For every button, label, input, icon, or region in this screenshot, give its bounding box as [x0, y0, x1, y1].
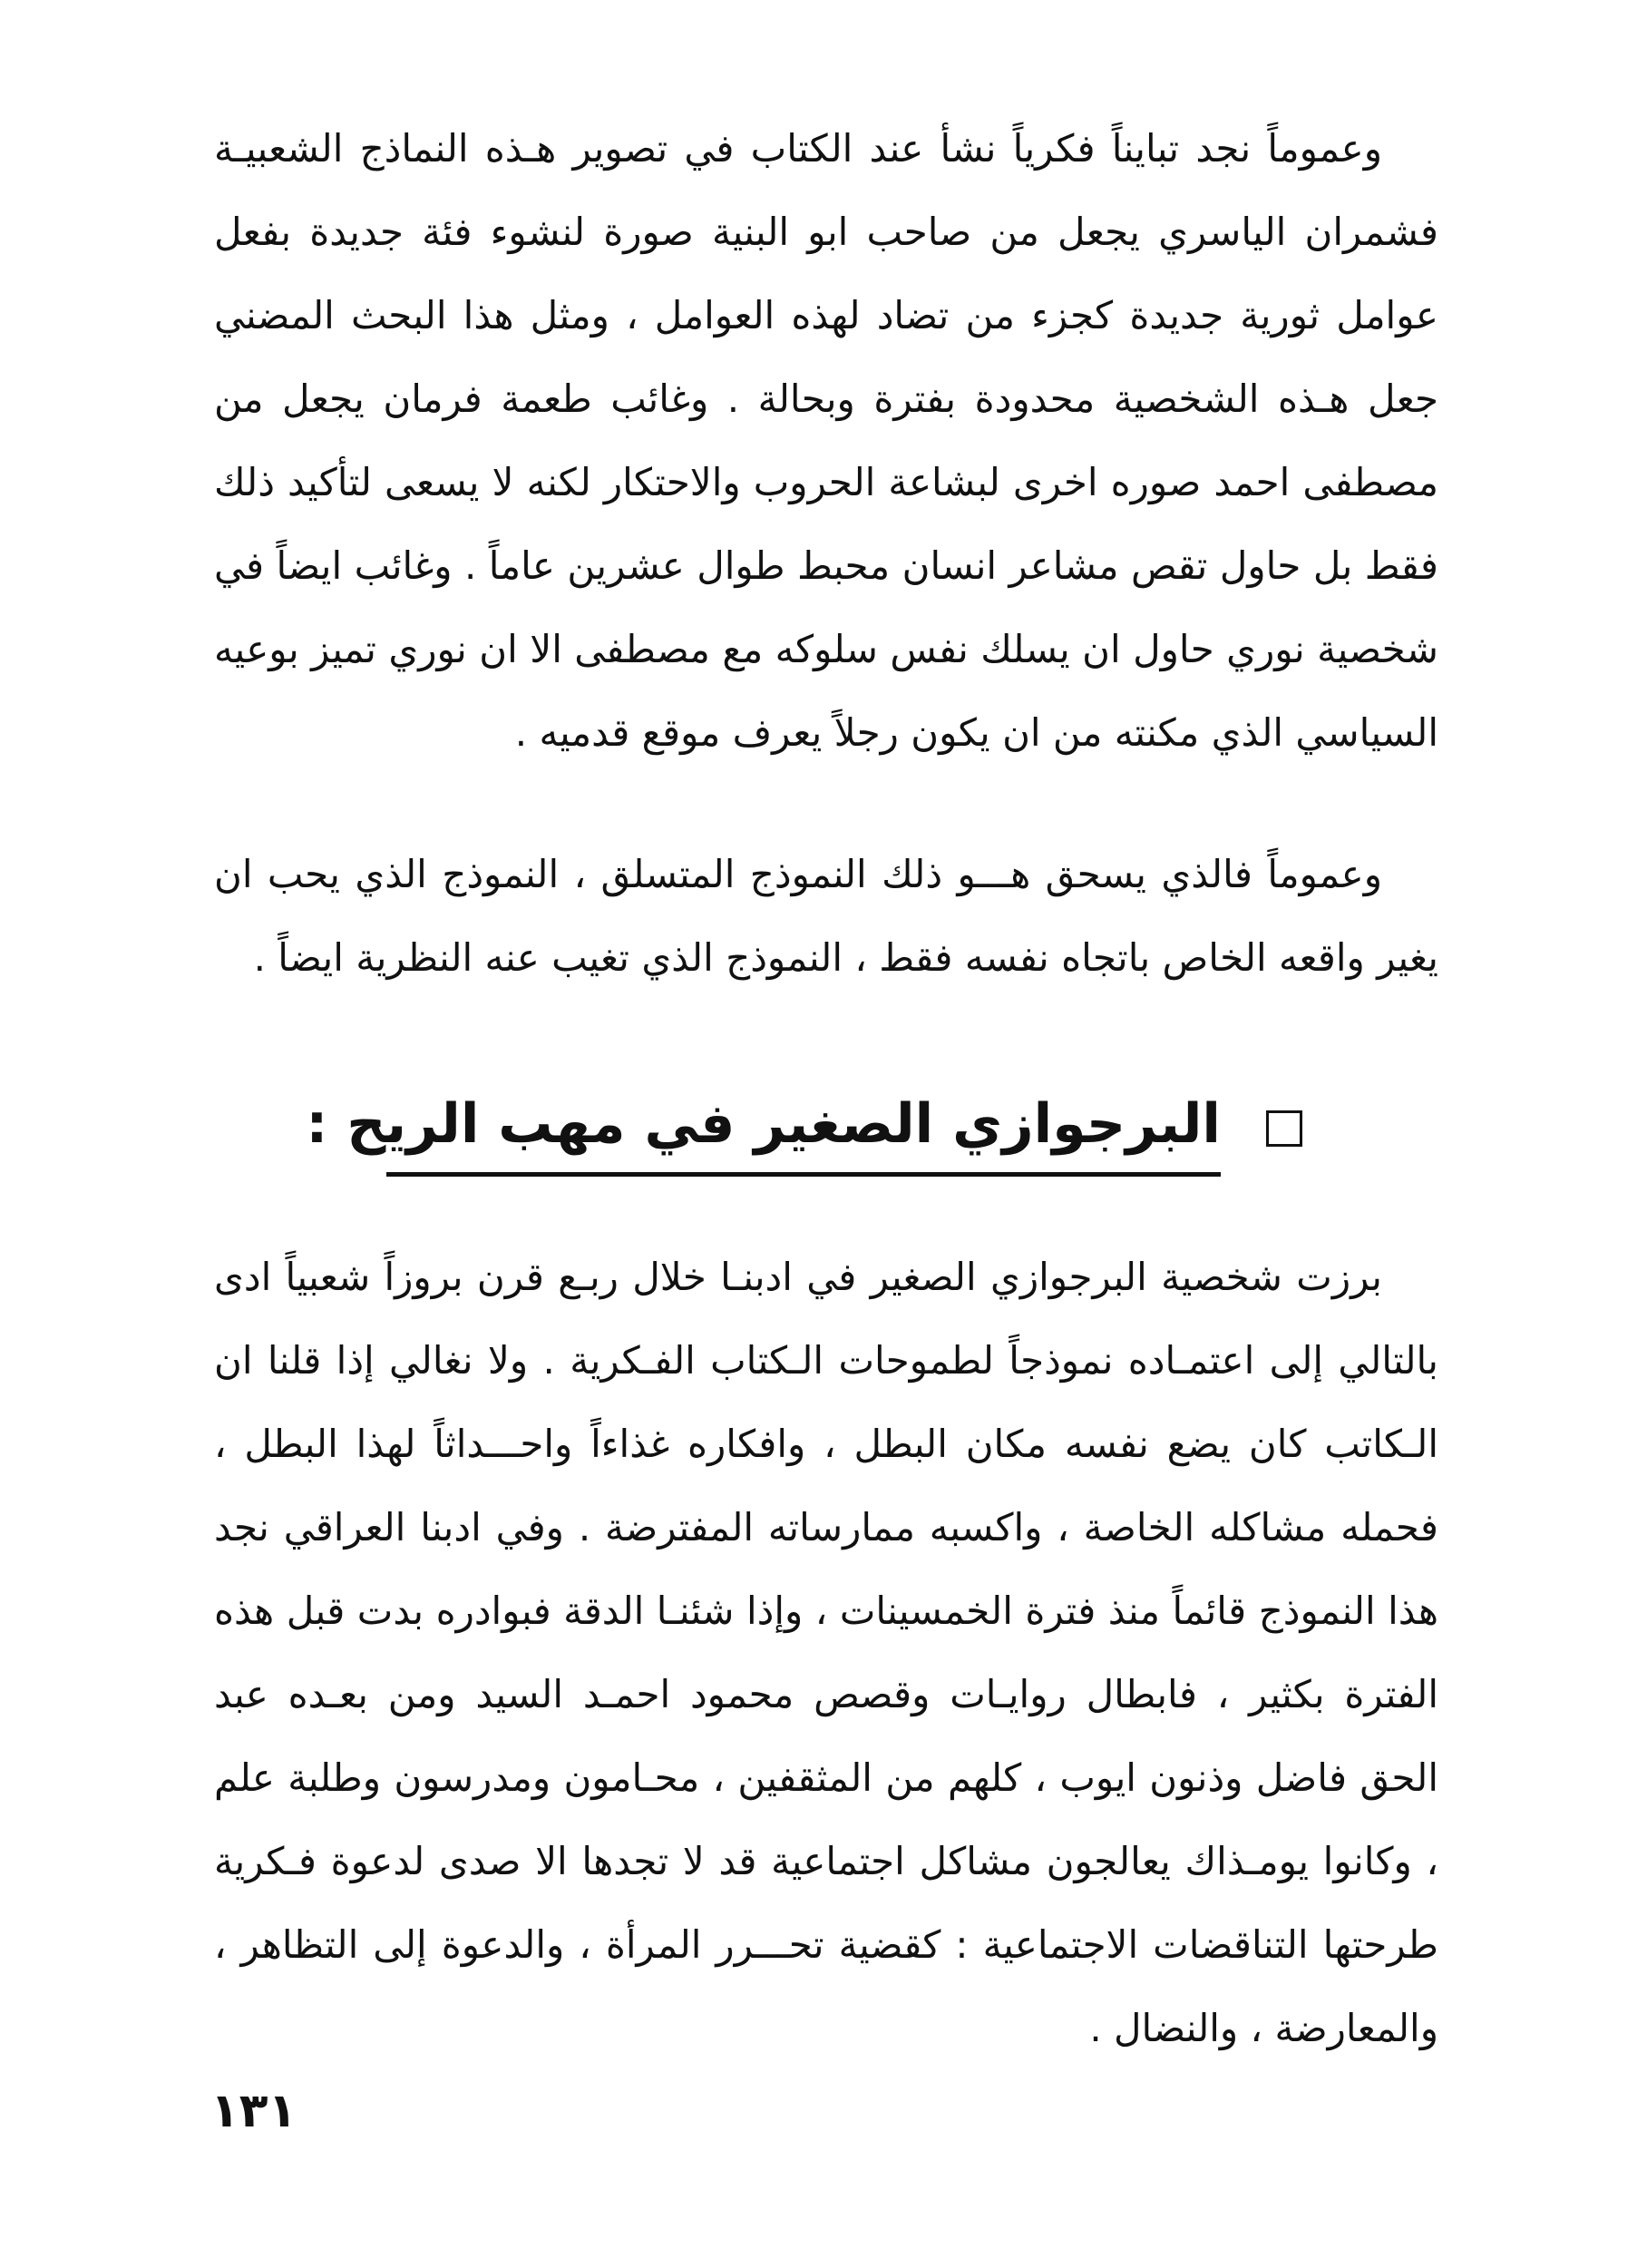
- paragraph-3: [214, 1236, 1438, 2070]
- page-number: ١٣١: [210, 2084, 297, 2138]
- square-outline-icon: [1266, 1110, 1302, 1147]
- paragraph-2: [214, 833, 1438, 1000]
- section-heading-title: البرجوازي الصغير في مهب الريح :: [306, 1092, 1221, 1156]
- section-heading: [306, 1070, 1302, 1198]
- paragraph-text: وعموماً نجد تبايناً فكرياً نشأ عند الكتاب في تصوير هـذه النماذج الشعبيـة فشمران الياسري يجعل من صاحب ابو البنية صورة لنشوء فئة جديدة بفعل عوامل ثورية جديدة كجزء من تضاد لهذه العوامل ، ومثل هذا البحث المضني جعل هـذه الشخصية محدودة بفترة وبحالة . وغائب طعمة فرمان يجعل من مصطفى احمد صوره اخرى لبشاعة الحروب والاحتكار لكنه لا يسعى لتأكيد ذلك فقط بل حاول تقص مشاعر انسان محبط طوال عشرين عاماً . وغائب ايضاً في شخصية نوري حاول ان يسلك نفس سلوكه مع مصطفى الا ان نوري تميز بوعيه السياسي الذي مكنته من ان يكون رجلاً يعرف موقع قدميه .: [214, 126, 1438, 755]
- paragraph-text: برزت شخصية البرجوازي الصغير في ادبنـا خلال ربـع قرن بروزاً شعبياً ادى بالتالي إلى اعتمـاده نموذجاً لطموحات الـكتاب الفـكرية . ولا نغالي إذا قلنا ان الـكاتب كان يضع نفسه مكان البطل ، وافكاره غذاءاً واحـــداثاً لهذا البطل ، فحمله مشاكله الخاصة ، واكسبه ممارساته المفترضة . وفي ادبنا العراقي نجد هذا النموذج قائماً منذ فترة الخمسينات ، وإذا شئنـا الدقة فبوادره بدت قبل هذه الفترة بكثير ، فابطال روايـات وقصص محمود احمـد السيد ومن بعـده عبد الحق فاضل وذنون ايوب ، كلهم من المثقفين ، محـامون ومدرسون وطلبة علم ، وكانوا يومـذاك يعالجون مشاكل اجتماعية قد لا تجدها الا صدى لدعوة فـكرية طرحتها التناقضات الاجتماعية : كقضية تحـــرر المرأة ، والدعوة إلى التظاهر ، والمعارضة ، والنضال .: [214, 1255, 1438, 2050]
- paragraph-1: [214, 107, 1438, 775]
- paragraph-text: وعموماً فالذي يسحق هـــو ذلك النموذج المتسلق ، النموذج الذي يحب ان يغير واقعه الخاص باتجاه نفسه فقط ، النموذج الذي تغيب عنه النظرية ايضاً .: [214, 852, 1438, 980]
- heading-underline: [386, 1172, 1221, 1177]
